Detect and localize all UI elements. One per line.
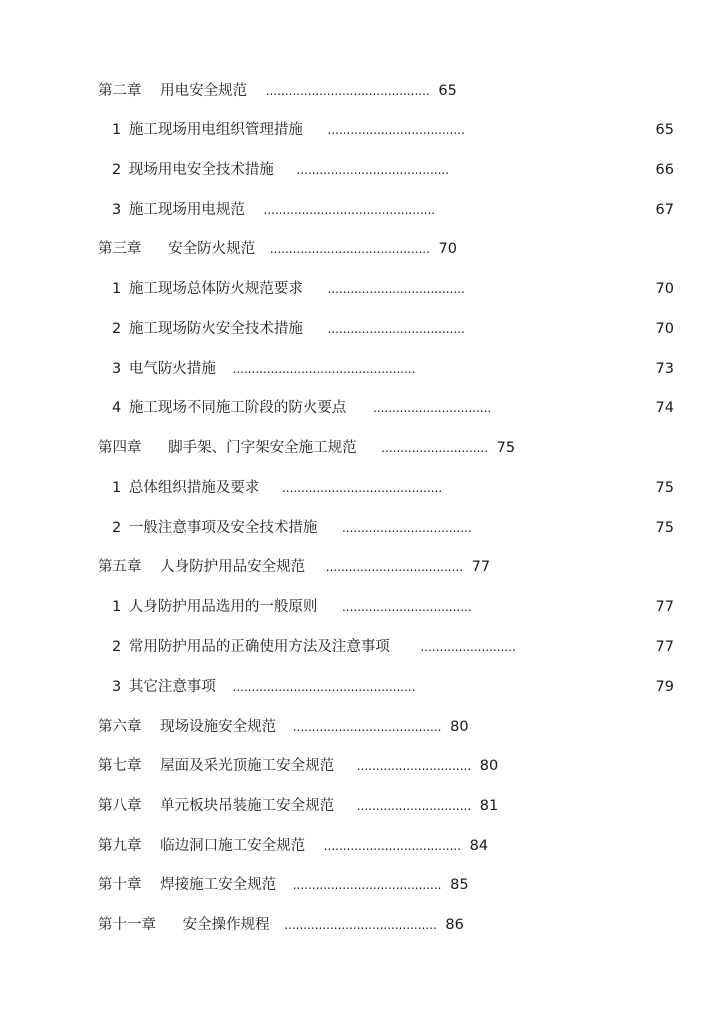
page-number: 75 — [655, 520, 674, 536]
toc-chapter-entry[interactable] — [98, 795, 498, 817]
page-number: 80 — [450, 719, 469, 735]
page-number: 65 — [438, 83, 457, 99]
dot-leader: ........................................ — [284, 918, 437, 932]
section-number: 2 — [112, 520, 122, 536]
section-number: 2 — [112, 321, 122, 337]
page-number: 75 — [496, 440, 516, 456]
chapter-title: 安全防火规范 — [168, 241, 256, 257]
page-number: 65 — [655, 122, 674, 138]
dot-leader: ............................................. — [263, 203, 436, 217]
page-number: 74 — [655, 400, 674, 416]
dot-leader: ................................................ — [232, 680, 416, 694]
section-number: 1 — [112, 281, 122, 297]
dot-leader: ................................................ — [232, 362, 416, 376]
section-title: 施工现场总体防火规范要求 — [128, 281, 303, 297]
page-number: 77 — [655, 599, 674, 615]
chapter-title: 现场设施安全规范 — [160, 719, 277, 735]
toc-section-entry[interactable] — [112, 517, 674, 539]
chapter-title: 用电安全规范 — [160, 83, 248, 99]
chapter-number: 第七章 — [98, 758, 142, 774]
dot-leader: ....................................... — [292, 720, 442, 734]
dot-leader: ........................................ — [296, 163, 450, 177]
toc-chapter-entry[interactable] — [98, 716, 469, 738]
chapter-number: 第十一章 — [98, 917, 156, 933]
chapter-title: 安全操作规程 — [182, 917, 270, 933]
toc-section-entry[interactable] — [112, 596, 674, 618]
dot-leader: .................................. — [341, 521, 472, 535]
page-number: 70 — [655, 321, 674, 337]
dot-leader: ............................... — [372, 401, 492, 415]
chapter-number: 第四章 — [98, 440, 142, 456]
page-number: 81 — [479, 798, 499, 814]
toc-section-entry[interactable] — [112, 159, 674, 181]
chapter-title: 脚手架、门字架安全施工规范 — [168, 440, 357, 456]
toc-section-entry[interactable] — [112, 119, 674, 141]
section-title: 现场用电安全技术措施 — [128, 162, 274, 178]
page-number: 70 — [655, 281, 674, 297]
dot-leader: ............................ — [381, 441, 489, 455]
toc-chapter-entry[interactable] — [98, 835, 488, 857]
dot-leader: .................................... — [327, 282, 465, 296]
section-number: 3 — [112, 202, 122, 218]
toc-chapter-entry[interactable] — [98, 755, 498, 777]
dot-leader: .......................................... — [269, 242, 430, 256]
chapter-number: 第八章 — [98, 798, 142, 814]
dot-leader: ........................................... — [265, 84, 430, 98]
dot-leader: .................................... — [323, 839, 462, 853]
section-title: 施工现场用电组织管理措施 — [128, 122, 303, 138]
dot-leader: .............................. — [356, 799, 472, 813]
section-number: 1 — [112, 599, 122, 615]
page-number: 70 — [438, 241, 457, 257]
chapter-title: 临边洞口施工安全规范 — [160, 838, 306, 854]
section-title: 施工现场防火安全技术措施 — [128, 321, 303, 337]
chapter-number: 第六章 — [98, 719, 142, 735]
page-number: 66 — [655, 162, 674, 178]
page-number: 85 — [450, 877, 469, 893]
section-number: 2 — [112, 162, 122, 178]
toc-section-entry[interactable] — [112, 318, 674, 340]
toc-section-entry[interactable] — [112, 199, 674, 221]
toc-chapter-entry[interactable] — [98, 556, 490, 578]
section-number: 4 — [112, 400, 122, 416]
dot-leader: .................................. — [341, 600, 472, 614]
toc-section-entry[interactable] — [112, 636, 674, 658]
section-title: 施工现场不同施工阶段的防火要点 — [128, 400, 347, 416]
chapter-title: 单元板块吊装施工安全规范 — [160, 798, 335, 814]
chapter-title: 屋面及采光顶施工安全规范 — [160, 758, 335, 774]
section-number: 3 — [112, 679, 122, 695]
toc-section-entry[interactable] — [112, 477, 674, 499]
section-number: 1 — [112, 122, 122, 138]
toc-section-entry[interactable] — [112, 397, 674, 419]
section-number: 3 — [112, 361, 122, 377]
section-title: 电气防火措施 — [128, 361, 216, 377]
chapter-number: 第十章 — [98, 877, 142, 893]
chapter-number: 第九章 — [98, 838, 142, 854]
chapter-title: 人身防护用品安全规范 — [160, 559, 306, 575]
page-number: 77 — [471, 559, 491, 575]
page-number: 73 — [655, 361, 674, 377]
toc-chapter-entry[interactable] — [98, 80, 457, 102]
chapter-title: 焊接施工安全规范 — [160, 877, 277, 893]
chapter-number: 第二章 — [98, 83, 142, 99]
page-number: 77 — [655, 639, 674, 655]
dot-leader: .......................................... — [281, 481, 443, 495]
page-number: 79 — [655, 679, 674, 695]
toc-section-entry[interactable] — [112, 358, 674, 380]
page-number: 86 — [445, 917, 464, 933]
page-number: 67 — [655, 202, 674, 218]
section-title: 一般注意事项及安全技术措施 — [128, 520, 318, 536]
section-title: 施工现场用电规范 — [128, 202, 245, 218]
dot-leader: .............................. — [356, 759, 472, 773]
dot-leader: .................................... — [327, 123, 465, 137]
page-number: 80 — [479, 758, 499, 774]
dot-leader: .................................... — [327, 322, 465, 336]
page-number: 84 — [469, 838, 489, 854]
chapter-number: 第三章 — [98, 241, 142, 257]
page-number: 75 — [655, 480, 674, 496]
dot-leader: ....................................... — [292, 878, 442, 892]
section-number: 1 — [112, 480, 122, 496]
toc-chapter-entry[interactable] — [98, 437, 515, 459]
toc-chapter-entry[interactable] — [98, 914, 464, 936]
section-title: 人身防护用品选用的一般原则 — [128, 599, 318, 615]
toc-chapter-entry[interactable] — [98, 238, 457, 260]
section-number: 2 — [112, 639, 122, 655]
section-title: 其它注意事项 — [128, 679, 216, 695]
toc-section-entry[interactable] — [112, 278, 674, 300]
toc-section-entry[interactable] — [112, 676, 674, 698]
section-title: 常用防护用品的正确使用方法及注意事项 — [128, 639, 390, 655]
dot-leader: .................................... — [325, 560, 464, 574]
section-title: 总体组织措施及要求 — [128, 480, 260, 496]
toc-chapter-entry[interactable] — [98, 874, 469, 896]
chapter-number: 第五章 — [98, 559, 142, 575]
dot-leader: ......................... — [420, 640, 516, 654]
